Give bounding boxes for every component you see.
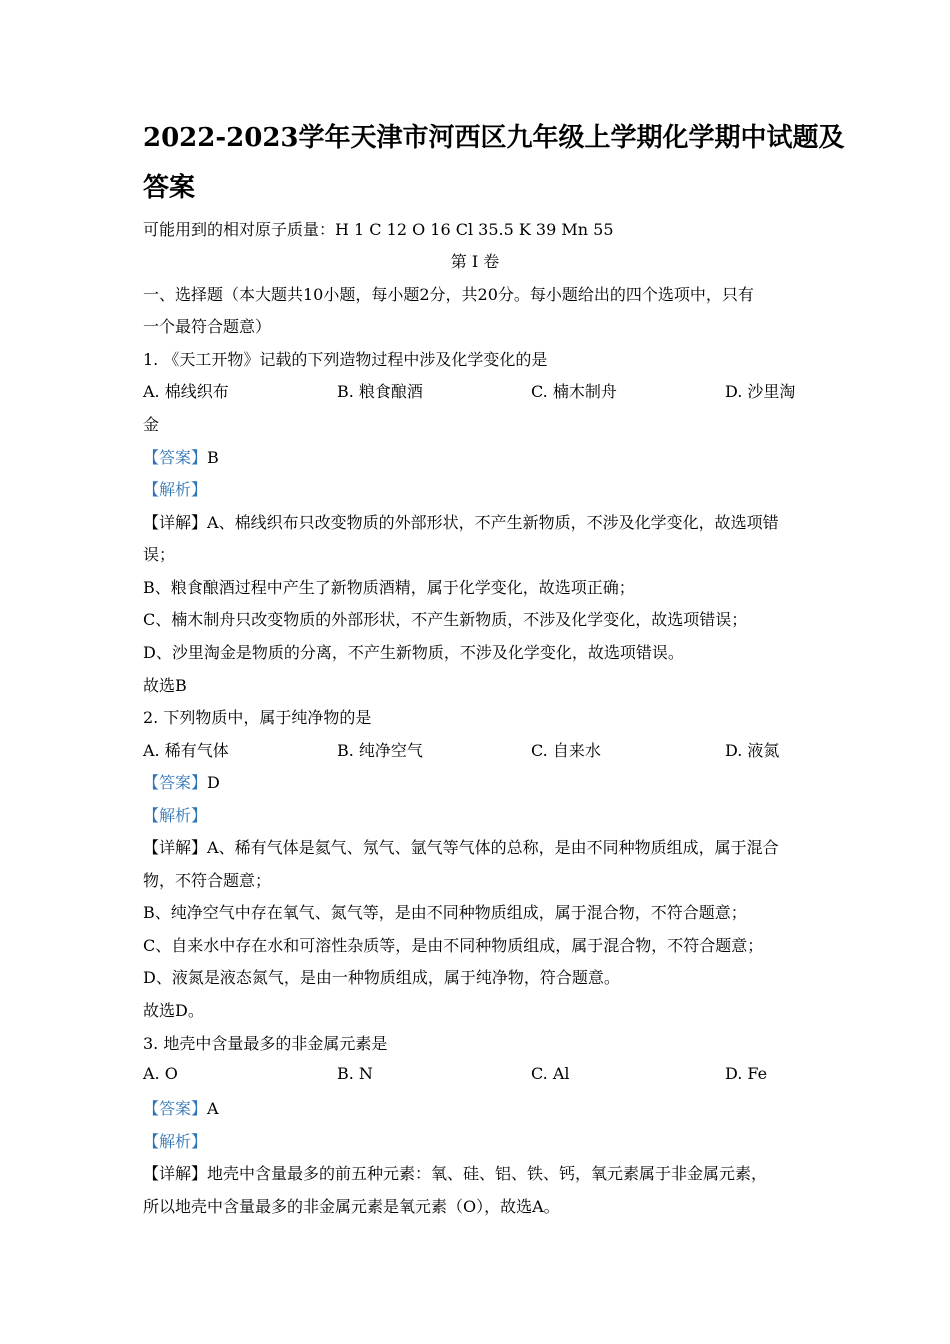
answer-label: 【答案】 [143,448,208,467]
question-2-detail-line-2: 物，不符合题意； [143,871,272,890]
detail-text: A、稀有气体是氦气、氖气、氩气等气体的总称，是由不同种物质组成，属于混合 [207,838,779,857]
document-title-line-2: 答案 [143,173,196,203]
answer-label: 【答案】 [143,773,208,792]
question-3-analysis-label [143,1129,207,1152]
section-heading-line-1: 一、选择题（本大题共10小题，每小题2分，共20分。每小题给出的四个选项中，只有 [143,285,754,304]
analysis-label: 【解析】 [143,1132,208,1151]
question-1-detail-line-2: 误； [143,545,176,564]
answer-value: B [207,448,219,467]
analysis-label: 【解析】 [143,480,208,499]
atomic-mass-note: 可能用到的相对原子质量：H 1 C 12 O 16 Cl 35.5 K 39 Mn 55 [143,220,614,239]
detail-text: 地壳中含量最多的前五种元素：氧、硅、铝、铁、钙，氧元素属于非金属元素， [207,1164,768,1183]
question-3-detail-line-2: 所以地壳中含量最多的非金属元素是氧元素（O），故选A。 [143,1197,560,1216]
document-title-line-1: 2022-2023学年天津市河西区九年级上学期化学期中试题及 [143,123,845,153]
question-1-option-a: A. 棉线织布 [143,382,229,401]
question-1-option-d: D. 沙里淘 [725,382,796,401]
question-1-explanation-d: D、沙里淘金是物质的分离，不产生新物质，不涉及化学变化，故选项错误。 [143,643,684,662]
volume-label: 第 Ⅰ 卷 [450,252,500,271]
question-2-conclusion: 故选D。 [143,1001,204,1020]
question-2-explanation-b: B、纯净空气中存在氧气、氮气等，是由不同种物质组成，属于混合物，不符合题意； [143,903,747,922]
question-2-analysis-label [143,803,207,826]
question-1-option-c: C. 楠木制舟 [531,382,617,401]
question-1-option-b: B. 粮食酿酒 [337,382,423,401]
question-2-option-b: B. 纯净空气 [337,741,423,760]
detail-label: 【详解】 [143,513,208,532]
question-1-option-d-wrap: 金 [143,415,160,434]
question-2-option-d: D. 液氮 [725,741,780,760]
question-3-option-c: C. Al [531,1064,570,1083]
detail-text: A、棉线织布只改变物质的外部形状，不产生新物质，不涉及化学变化，故选项错 [207,513,779,532]
question-3-option-b: B. N [337,1064,373,1083]
question-2-explanation-d: D、液氮是液态氮气，是由一种物质组成，属于纯净物，符合题意。 [143,968,620,987]
question-2-explanation-c: C、自来水中存在水和可溶性杂质等，是由不同种物质组成，属于混合物，不符合题意； [143,936,764,955]
question-2-answer [143,770,220,793]
question-1-stem: 1. 《天工开物》记载的下列造物过程中涉及化学变化的是 [143,350,548,369]
section-heading-line-2: 一个最符合题意） [143,317,272,336]
question-1-explanation-c: C、楠木制舟只改变物质的外部形状，不产生新物质，不涉及化学变化，故选项错误； [143,610,748,629]
question-1-conclusion: 故选B [143,676,187,695]
detail-label: 【详解】 [143,838,208,857]
question-3-detail-line-1 [143,1161,767,1184]
question-1-explanation-b: B、粮食酿酒过程中产生了新物质酒精，属于化学变化，故选项正确； [143,578,635,597]
question-2-option-c: C. 自来水 [531,741,601,760]
question-3-option-a: A. O [143,1064,178,1083]
question-3-option-d: D. Fe [725,1064,768,1083]
answer-value: A [207,1099,219,1118]
question-1-detail-line-1 [143,510,779,533]
question-2-option-a: A. 稀有气体 [143,741,229,760]
answer-value: D [207,773,220,792]
answer-label: 【答案】 [143,1099,208,1118]
question-3-answer [143,1096,219,1119]
analysis-label: 【解析】 [143,806,208,825]
detail-label: 【详解】 [143,1164,208,1183]
question-3-stem: 3. 地壳中含量最多的非金属元素是 [143,1034,388,1053]
question-1-answer [143,445,219,468]
question-1-analysis-label [143,477,207,500]
question-2-stem: 2. 下列物质中，属于纯净物的是 [143,708,372,727]
question-2-detail-line-1 [143,835,779,858]
